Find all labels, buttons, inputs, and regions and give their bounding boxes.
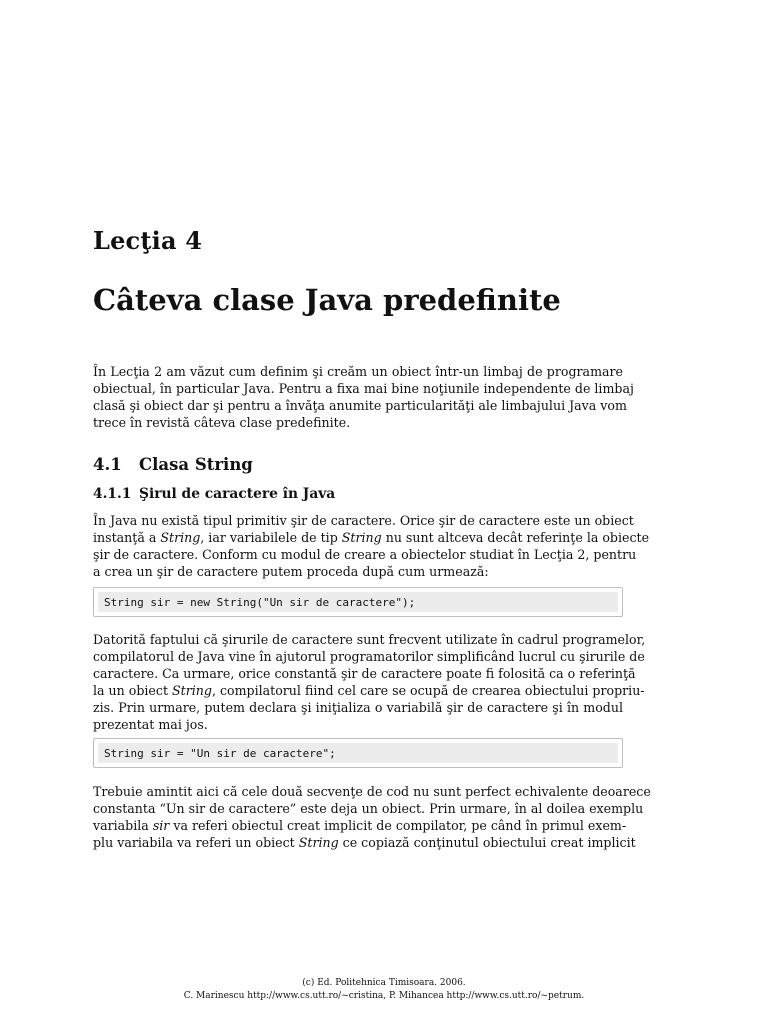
section-number: 4.1 xyxy=(93,455,122,474)
paragraph-line: trece în revistă câteva clase predefinite. xyxy=(93,415,351,430)
subsection-number: 4.1.1 xyxy=(93,486,132,502)
subsection-title: Şirul de caractere în Java xyxy=(139,486,336,502)
code-text: String sir = new String("Un sir de caractere"); xyxy=(104,596,416,609)
paragraph-line xyxy=(93,800,644,817)
footer-copyright: (c) Ed. Politehnica Timisoara. 2006. xyxy=(302,978,466,988)
section-title: Clasa String xyxy=(139,455,253,474)
intro-paragraph xyxy=(93,363,634,431)
paragraph-line xyxy=(93,563,623,580)
code-listing-1 xyxy=(93,587,623,617)
text-run: compilatorul de Java vine în ajutorul programatorilor simplificând lucrul cu şirurile de xyxy=(93,649,645,664)
paragraph-line: clasă şi obiect dar şi pentru a învăţa anumite particularităţi ale limbajului Java vom xyxy=(93,398,627,413)
text-run: Trebuie amintit aici că cele două secvenţe de cod nu sunt perfect echivalente deoarece xyxy=(93,784,651,799)
italic-term: sir xyxy=(152,818,170,833)
body-paragraph-1 xyxy=(93,512,650,580)
paragraph-line xyxy=(93,512,634,529)
code-text: String sir = "Un sir de caractere"; xyxy=(104,747,336,760)
italic-term: String xyxy=(172,683,212,698)
paragraph-line: În Lecţia 2 am văzut cum definim şi creăm un obiect într-un limbaj de programare xyxy=(93,364,623,379)
body-paragraph-3 xyxy=(93,783,651,851)
paragraph-line xyxy=(93,546,637,563)
italic-term: String xyxy=(160,530,201,545)
italic-term: String xyxy=(341,530,382,545)
text-run: va referi obiectul creat implicit de compilator, pe când în primul exem- xyxy=(169,818,627,833)
paragraph-line xyxy=(93,648,645,665)
paragraph-line xyxy=(93,834,636,851)
paragraph-line xyxy=(93,529,650,546)
text-run: În Java nu există tipul primitiv şir de caractere. Orice şir de caractere este un obiect xyxy=(93,513,634,528)
text-run: variabila xyxy=(93,818,153,833)
code-background xyxy=(98,592,618,612)
section-heading xyxy=(93,455,253,474)
text-run: la un obiect xyxy=(93,683,173,698)
page-footer xyxy=(0,977,768,1003)
text-run: , iar variabilele de tip xyxy=(200,530,342,545)
code-listing-2 xyxy=(93,738,623,768)
paragraph-line xyxy=(93,682,645,699)
paragraph-line xyxy=(93,665,636,682)
paragraph-line: obiectual, în particular Java. Pentru a fixa mai bine noţiunile independente de limbaj xyxy=(93,381,634,396)
footer-authors: C. Marinescu http://www.cs.utt.ro/~cristina, P. Mihancea http://www.cs.utt.ro/~petrum. xyxy=(183,991,585,1001)
text-run: nu sunt altceva decât referinţe la obiecte xyxy=(381,530,650,545)
paragraph-line xyxy=(93,699,623,716)
text-run: constanta “Un sir de caractere” este deja un obiect. Prin urmare, în al doilea exemplu xyxy=(93,801,644,816)
paragraph-line xyxy=(93,716,623,733)
paragraph-line xyxy=(93,631,646,648)
text-run: plu variabila va referi un obiect xyxy=(93,835,299,850)
paragraph-line xyxy=(93,783,651,800)
text-run: caractere. Ca urmare, orice constantă şir de caractere poate fi folosită ca o referinţă xyxy=(93,666,636,681)
text-run: a crea un şir de caractere putem proceda după cum urmează: xyxy=(93,564,489,579)
text-run: zis. Prin urmare, putem declara şi iniţializa o variabilă şir de caractere şi în modul xyxy=(93,700,623,715)
chapter-label: Lecţia 4 xyxy=(93,226,203,255)
text-run: şir de caractere. Conform cu modul de creare a obiectelor studiat în Lecţia 2, pentru xyxy=(93,547,637,562)
italic-term: String xyxy=(298,835,339,850)
text-run: ce copiază conţinutul obiectului creat implicit xyxy=(338,835,636,850)
text-run: instanţă a xyxy=(93,530,161,545)
text-run: Datorită faptului că şirurile de caractere sunt frecvent utilizate în cadrul programelor, xyxy=(93,632,646,647)
paragraph-line xyxy=(93,817,627,834)
chapter-title: Câteva clase Java predefinite xyxy=(93,283,561,317)
code-background xyxy=(98,743,618,763)
text-run: prezentat mai jos. xyxy=(93,717,208,732)
body-paragraph-2 xyxy=(93,631,646,733)
subsection-heading xyxy=(93,486,335,502)
text-run: , compilatorul fiind cel care se ocupă de crearea obiectului propriu- xyxy=(211,683,645,698)
